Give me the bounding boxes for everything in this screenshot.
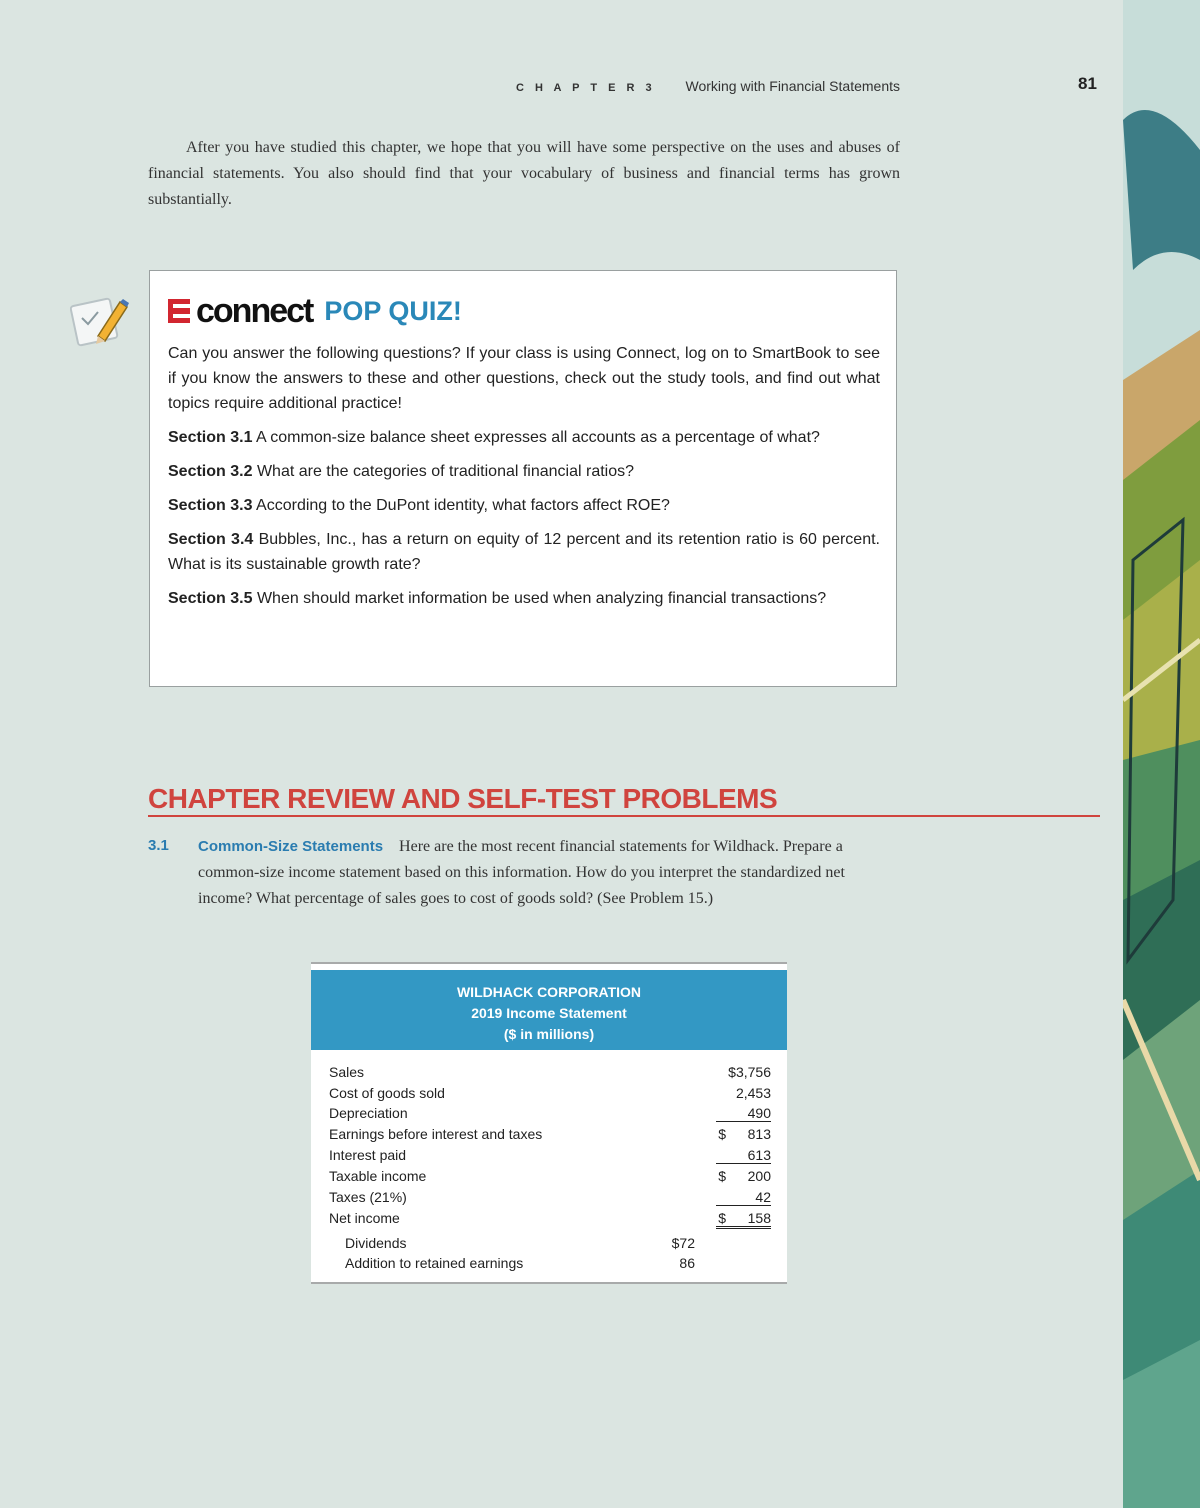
- statement-title: 2019 Income Statement: [471, 1005, 627, 1021]
- statement-units: ($ in millions): [503, 1026, 595, 1042]
- company-name: WILDHACK CORPORATION: [456, 984, 642, 1000]
- table-row: [329, 1210, 771, 1230]
- chapter-label: C H A P T E R 3: [515, 82, 656, 94]
- table-row: [329, 1189, 771, 1209]
- section-rule: [148, 815, 1100, 817]
- table-row: [329, 1064, 771, 1084]
- quiz-item: [168, 586, 880, 611]
- quiz-heading: [168, 291, 462, 331]
- row-value: $3,756: [728, 1064, 771, 1080]
- income-statement-header: [311, 970, 787, 1050]
- decorative-art-strip: [1123, 0, 1200, 1508]
- problem-title: Common-Size Statements: [198, 838, 384, 855]
- connect-brand: connect: [196, 291, 313, 330]
- quiz-section-label: Section 3.2: [168, 463, 253, 480]
- row-currency: $: [718, 1168, 726, 1184]
- row-value: 86: [679, 1255, 695, 1271]
- pencil-notepad-icon: [70, 292, 130, 350]
- page-number: 81: [1078, 74, 1097, 93]
- row-value: 2,453: [735, 1085, 771, 1101]
- quiz-question: A common-size balance sheet expresses all accounts as a percentage of what?: [256, 429, 820, 446]
- problem-description: Here are the most recent financial statements for Wildhack. Prepare a common-size income statement based on this information. How do you interpret the standardized net income? What percentage of sales goes to cost of goods sold? (See Problem 15.): [198, 838, 845, 907]
- pop-quiz-box: [149, 270, 897, 687]
- quiz-item: [168, 527, 880, 577]
- table-row: [329, 1105, 771, 1125]
- row-value: 158: [716, 1210, 771, 1229]
- quiz-body: [168, 341, 880, 620]
- quiz-item: [168, 493, 880, 518]
- quiz-question: What are the categories of traditional financial ratios?: [256, 463, 635, 480]
- row-label: Taxable income: [329, 1168, 427, 1184]
- quiz-item: [168, 459, 880, 484]
- problem-number: 3.1: [148, 837, 169, 854]
- row-value: 200: [747, 1168, 771, 1184]
- row-label: Earnings before interest and taxes: [329, 1126, 543, 1142]
- table-row: [329, 1235, 771, 1255]
- pop-quiz-title: POP QUIZ!: [324, 295, 462, 326]
- connect-logo-icon: [168, 299, 190, 323]
- row-label: Depreciation: [329, 1105, 408, 1121]
- table-row: [329, 1255, 771, 1275]
- running-head: [0, 78, 900, 94]
- row-label: Taxes (21%): [329, 1189, 407, 1205]
- row-label: Cost of goods sold: [329, 1085, 445, 1101]
- row-label: Addition to retained earnings: [345, 1255, 524, 1271]
- row-value: 813: [747, 1126, 771, 1142]
- row-label: Dividends: [345, 1235, 407, 1251]
- row-value: 42: [716, 1189, 771, 1206]
- section-heading: CHAPTER REVIEW AND SELF-TEST PROBLEMS: [148, 783, 778, 814]
- quiz-question: Bubbles, Inc., has a return on equity of 12 percent and its retention ratio is 60 percent. What is its sustainable growth rate?: [168, 531, 880, 573]
- row-value: 613: [716, 1147, 771, 1164]
- quiz-item: [168, 425, 880, 450]
- chapter-title: Working with Financial Statements: [685, 78, 900, 94]
- table-row: [329, 1126, 771, 1146]
- table-row: [329, 1168, 771, 1188]
- income-statement-table: [311, 962, 787, 1284]
- problem-text: [198, 834, 900, 912]
- quiz-intro: Can you answer the following questions? If your class is using Connect, log on to SmartBook to see if you know the answers to these and other questions, check out the study tools, and find out what topics require additional practice!: [168, 345, 880, 412]
- quiz-section-label: Section 3.4: [168, 531, 254, 548]
- quiz-section-label: Section 3.5: [168, 590, 253, 607]
- quiz-section-label: Section 3.1: [168, 429, 253, 446]
- quiz-question: When should market information be used when analyzing financial transactions?: [256, 590, 827, 607]
- row-value: $72: [671, 1235, 695, 1251]
- intro-paragraph: After you have studied this chapter, we hope that you will have some perspective on the uses and abuses of financial statements. You also should find that your vocabulary of business and financial terms has grown substantially.: [148, 139, 900, 208]
- quiz-section-label: Section 3.3: [168, 497, 253, 514]
- table-row: [329, 1085, 771, 1105]
- row-value: 490: [716, 1105, 771, 1122]
- row-label: Net income: [329, 1210, 400, 1226]
- quiz-question: According to the DuPont identity, what factors affect ROE?: [256, 497, 670, 514]
- row-currency: $: [718, 1126, 726, 1142]
- table-row: [329, 1147, 771, 1167]
- row-label: Interest paid: [329, 1147, 407, 1163]
- row-label: Sales: [329, 1064, 365, 1080]
- row-currency: $: [718, 1210, 726, 1226]
